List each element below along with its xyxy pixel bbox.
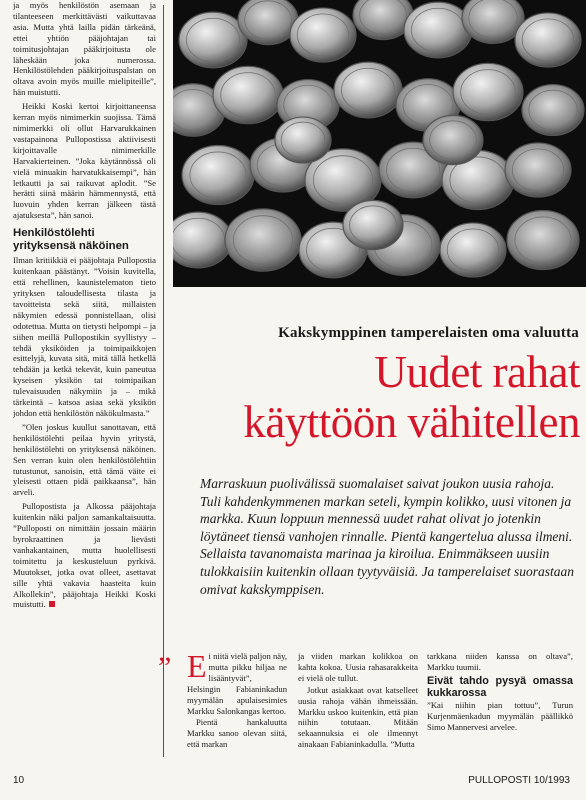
coin [290, 8, 356, 62]
coin [343, 200, 403, 249]
drop-cap: E [187, 648, 207, 684]
coin [453, 63, 523, 120]
coin [213, 66, 283, 123]
lead-text: Marraskuun puolivälissä suomalaiset saivat joukon uusia rahoja. Tuli kahdenkymmenen markan seteli, kympin kolikko, uusi vitonen ja markka. Kuun loppuun mennessä uudet rahat olivat jo jotenkin löytäneet tiensä vanhojen rinnalle. Pientä kangertelua alussa ilmeni. Sellaista tavanomaista marinaa ja kiroilua. Enimmäkseen uusiin tulokkaisiin kuitenkin ollaan tyytyväisiä. Ja tamperelaiset suorastaan omivat kakskymppisen. [200, 476, 575, 597]
coin [225, 209, 301, 271]
coins-photo [173, 0, 586, 287]
coin [275, 117, 331, 163]
headline-line: Uudet rahat [374, 347, 580, 397]
column-paragraph: ”Kai niihin pian tottuu”, Turun Kurjenmäenkadun myymälän päällikkö Simo Mannervesi arvelee. [427, 699, 573, 732]
coin [182, 145, 254, 204]
coin [179, 12, 247, 68]
left-paragraph: ja myös henkilöstön asemaan ja tilanteeseen merkittävästi vaikuttavaa asia. Mutta yhtä lailla pidän tärkeänä, ettei yhtiön pääjohtajan tai toimitusjohtajan pääkirjoitusta ole läheskään joka numerossa. Henkilöstölehden pääkirjoituspalstan on oltava avoin myös muille mielipiteille”, hän muistutti. [13, 0, 156, 98]
bottom-column-3 [427, 651, 573, 734]
bottom-column-2 [298, 651, 418, 751]
column-divider-rule [163, 5, 164, 757]
coin [515, 13, 581, 67]
page-number: 10 [13, 775, 25, 786]
headline-line: käyttöön vähitellen [243, 397, 580, 447]
coin [238, 0, 298, 45]
left-paragraph: ”Olen joskus kuullut sanottavan, että henkilöstölehti peilaa hyvin yritystä, henkilöstölehti on yrityksensä näköinen. Sen verran kuin olen henkilöstölehtiin tutustunut, sanoisin, että tämä väite ei yleisesti ottaen pidä paikkaansa”, hän arveli. [13, 421, 156, 498]
left-column [13, 0, 156, 758]
left-paragraph: Heikki Koski kertoi kirjoittaneensa kerran myös nimimerkin suojissa. Tämä nimimerkki oli ollut Harvarukkainen vastapainona Pullopostissa aktiivisesti kirjoittavalle nimimerkille Harvakierteinen. ”Joka käytännössä oli vielä minuakin harvatukkaisempi”, hän letkautti ja sai raikuvat aplodit. ”Se herätti siinä määrin hämmennystä, että luovuin yhden kerran jälkeen tästä ajatuksesta”, hän sanoi. [13, 101, 156, 221]
coins-photo-graphic [173, 0, 586, 287]
quote-mark: ” [158, 651, 172, 684]
column-paragraph: Jotkut asiakkaat ovat katselleet uusia rahoja vähän ihmeissään. Markku uskoo kuitenkin, että pian niihin totutaan. Mitään sekaannuksia ei ole ilmennyt ainakaan Fabianinkadulla. ”Mutta [298, 684, 418, 750]
coin [522, 85, 584, 136]
column-paragraph-text: i niitä vielä paljon näy, mutta pikku hiljaa ne lisääntyvät”, Helsingin Fabianinkadun myymälän apulaisesimies Markku Salonkangas kertoo. [187, 651, 287, 716]
bottom-column-1 [187, 648, 287, 751]
coin [507, 210, 579, 269]
coin [505, 143, 571, 197]
left-paragraph-text: Pullopostista ja Alkossa pääjohtaja kuitenkin näki paljon samankaltaisuutta. ”Pulloposti on nimittäin jossain määrin byrokraattinen ja lievästi vanhakantainen, mutta huolellisesti toimitettu ja keskusteluun pyrkivä. Muutokset, jotka ovat olleet, asettavat sille yhtä vakavia haasteita kuin Alkollekin”, pääjohtaja Heikki Koski muistutti. [13, 501, 156, 610]
magazine-issue: PULLOPOSTI 10/1993 [468, 775, 570, 786]
coin [404, 2, 472, 58]
column-paragraph [187, 648, 287, 716]
section-heading: Henkilöstölehti yrityksensä näköinen [13, 227, 129, 252]
coin [173, 212, 232, 268]
coin [440, 223, 506, 277]
column-paragraph: ja viiden markan kolikkoa on kahta kokoa. Uusia rahasarakkeita ei vielä ole tullut. [298, 651, 418, 683]
lead-paragraph [200, 475, 576, 598]
column-paragraph: Pientä hankaluutta Markku sanoo olevan siitä, että markan [187, 717, 287, 750]
section-heading: Eivät tahdo pysyä omassa kukkarossa [427, 674, 573, 699]
end-mark-icon [49, 601, 55, 607]
headline [190, 347, 580, 447]
coin [334, 62, 402, 118]
kicker: Kakskymppinen tamperelaisten oma valuutta [278, 325, 579, 341]
column-paragraph: tarkkana niiden kanssa on oltava”, Markku tuumii. [427, 651, 573, 672]
left-paragraph: Ilman kritiikkiä ei pääjohtaja Pullopostia kuitenkaan päästänyt. ”Voisin kuvitella, että rehellinen, kaunistelematon tieto yrityksen taloudellisesta tilasta ja tavoitteista sekä siitä, millaisten näkymien edessä ponnistellaan, olisi odotettua. Mutta on tietysti helpompi – ja siihen meillä Pullopostikin syyllistyy – tehdä yksiköiden ja toimipaikkojen esittelyjä, kuvata sitä, mitä tällä hetkellä tehdään ja ketkä tekevät, kuin paneutua kyseisen yksikön tai toimipaikan tulevaisuuden näkymiin ja – mikä tärkeintä – katsoa asiaa sekä yksikön johdon että henkilöstön näkökulmasta.” [13, 255, 156, 418]
left-paragraph [13, 501, 156, 610]
coin [423, 115, 483, 164]
